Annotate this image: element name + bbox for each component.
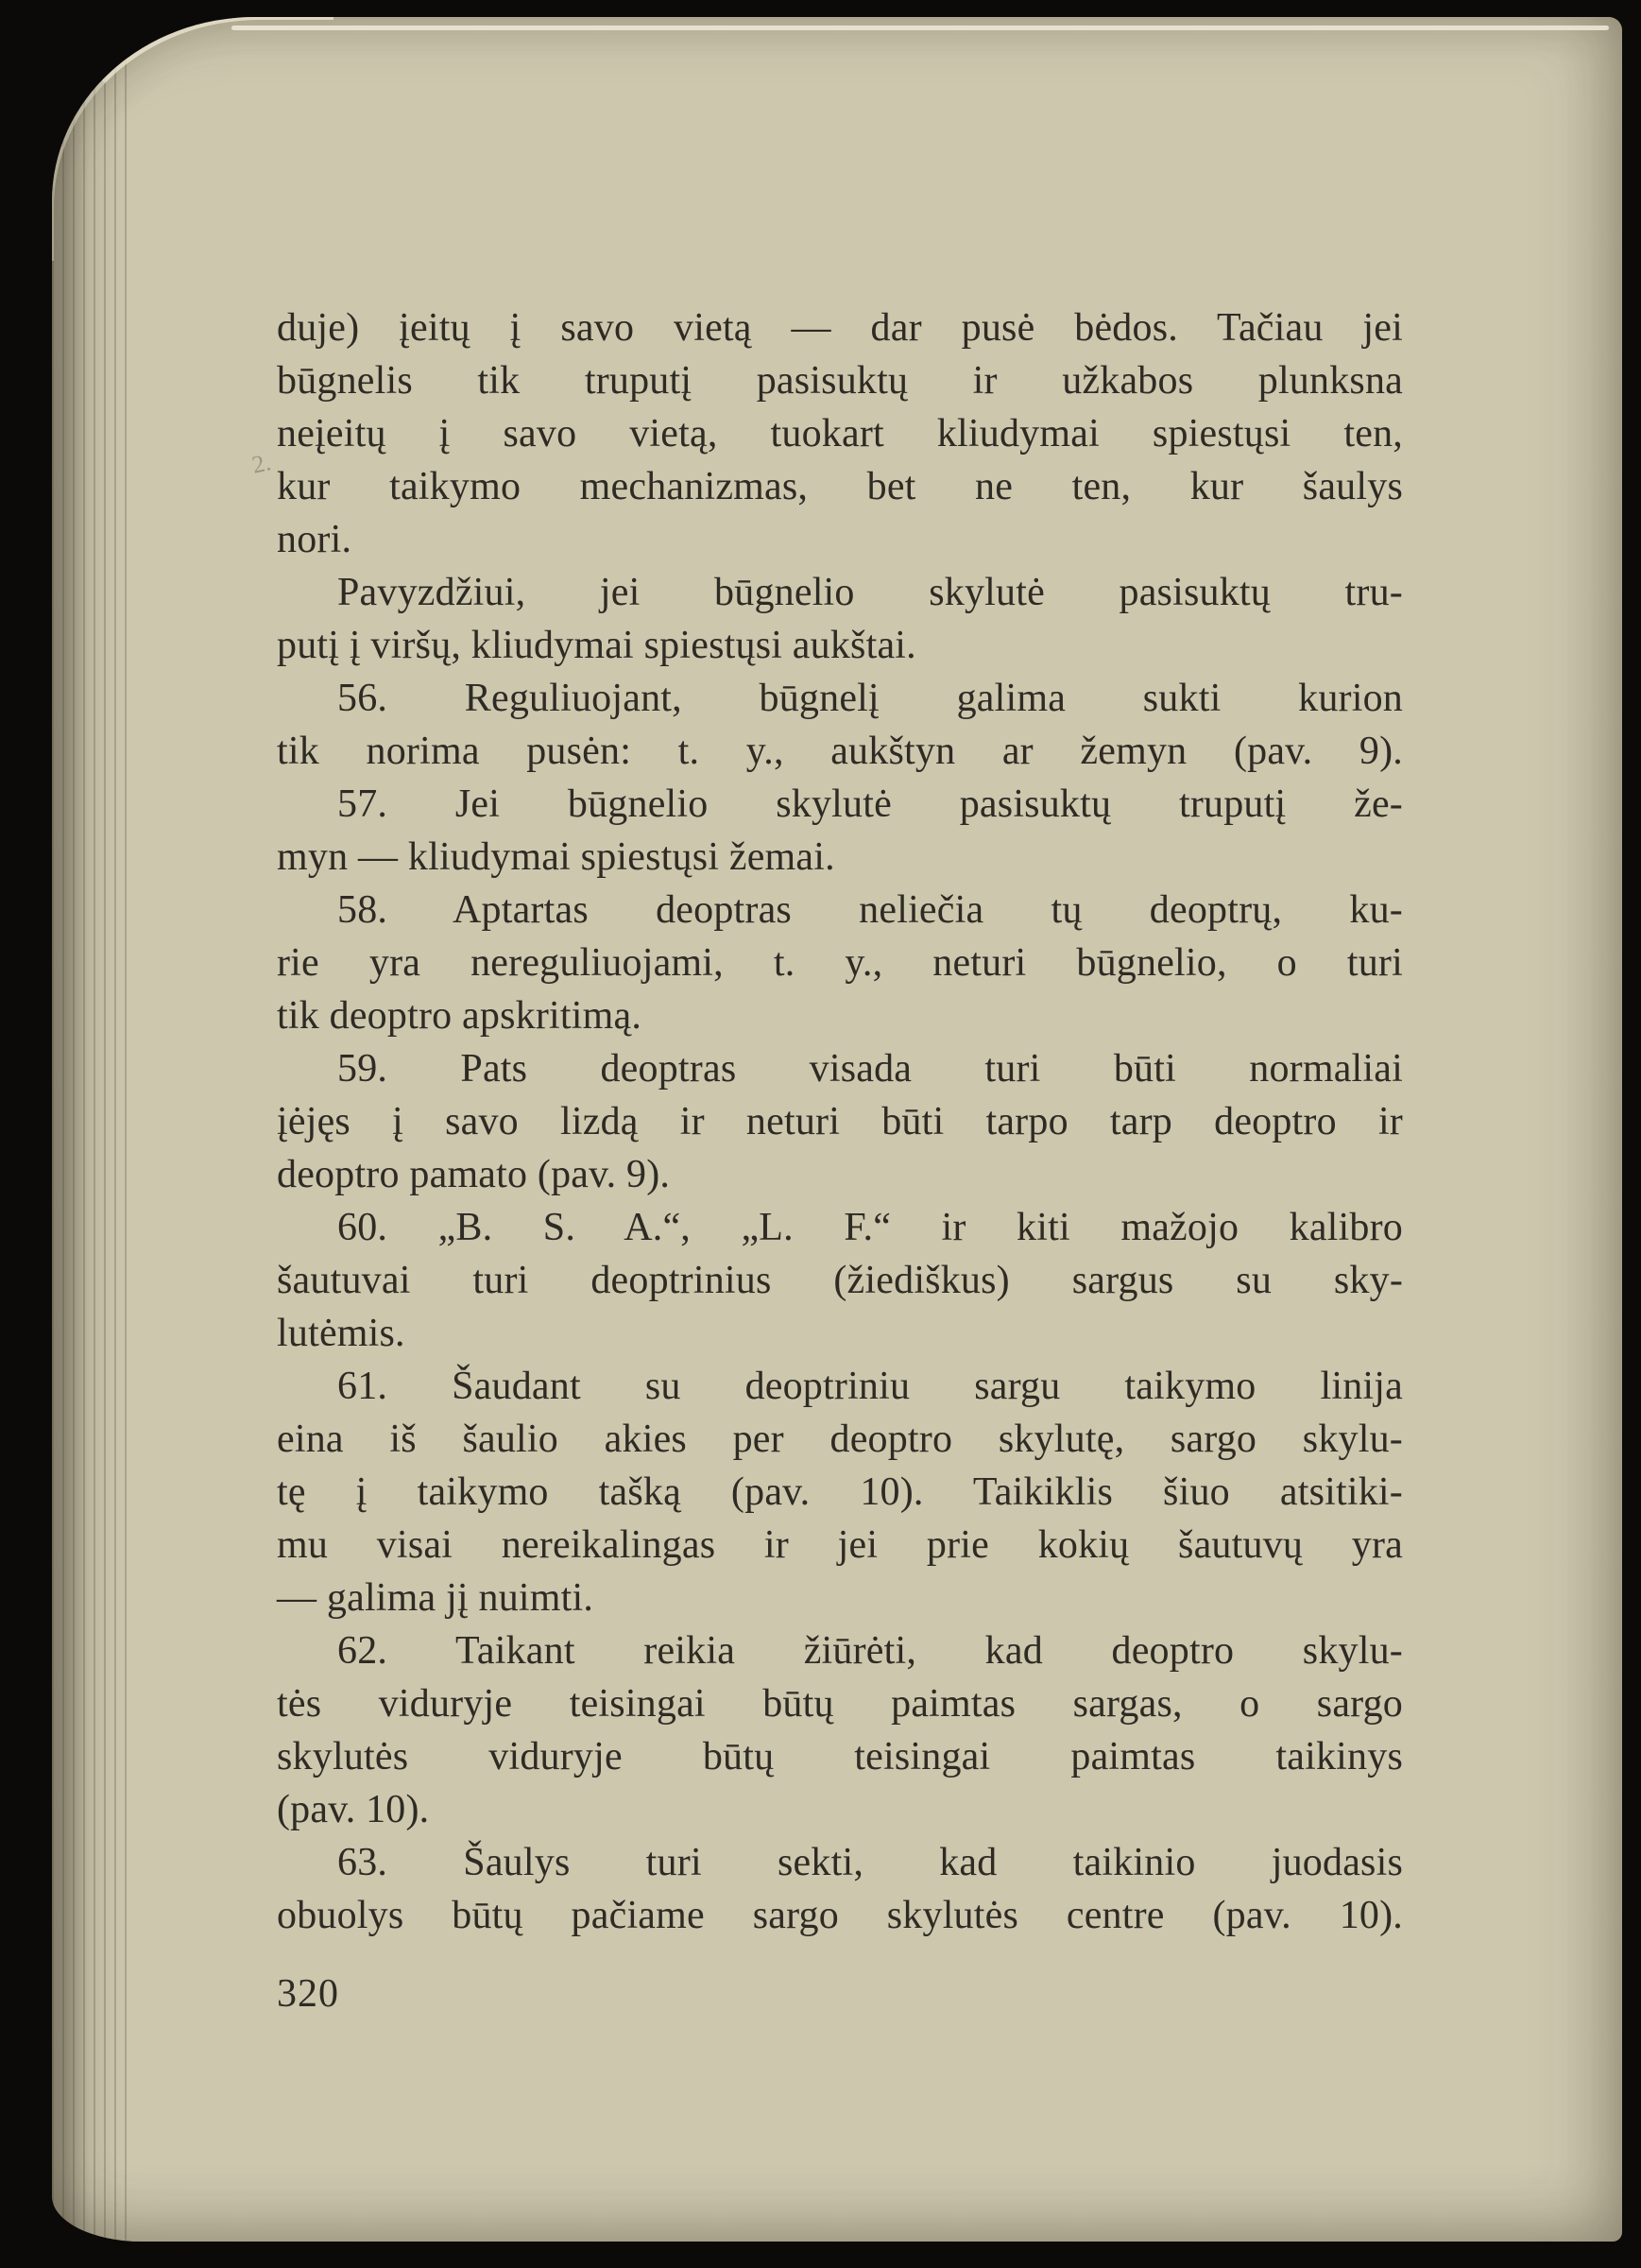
text-line: Pavyzdžiui, jei būgnelio skylutė pasisuktų tru- <box>337 571 1403 614</box>
text-line: 58. Aptartas deoptras neliečia tų deoptrų, ku- <box>337 888 1403 932</box>
text-line: 59. Pats deoptras visada turi būti normaliai <box>337 1047 1403 1091</box>
page-number: 320 <box>277 1972 339 2016</box>
text-line: skylutės viduryje būtų teisingai paimtas taikinys <box>277 1735 1403 1778</box>
text-line: neįeitų į savo vietą, tuokart kliudymai spiestųsi ten, <box>277 412 1403 455</box>
text-line: 62. Taikant reikia žiūrėti, kad deoptro skylu- <box>337 1629 1403 1673</box>
text-line: tik deoptro apskritimą. <box>277 994 642 1038</box>
text-line: 63. Šaulys turi sekti, kad taikinio juodasis <box>337 1841 1403 1884</box>
text-line: kur taikymo mechanizmas, bet ne ten, kur šaulys <box>277 465 1403 508</box>
text-line: myn — kliudymai spiestųsi žemai. <box>277 835 835 879</box>
text-line: obuolys būtų pačiame sargo skylutės centre (pav. 10). <box>277 1894 1403 1937</box>
text-line: 56. Reguliuojant, būgnelį galima sukti kurion <box>337 677 1403 720</box>
text-block <box>277 301 1403 1942</box>
text-line: lutėmis. <box>277 1312 405 1355</box>
book-page <box>52 17 1622 2242</box>
text-line: tę į taikymo tašką (pav. 10). Taikiklis šiuo atsitiki- <box>277 1470 1403 1514</box>
text-line: duje) įeitų į savo vietą — dar pusė bėdos. Tačiau jei <box>277 306 1403 350</box>
text-line: deoptro pamato (pav. 9). <box>277 1153 671 1196</box>
text-line: 60. „B. S. A.“, „L. F.“ ir kiti mažojo kalibro <box>337 1206 1403 1249</box>
text-line: tės viduryje teisingai būtų paimtas sargas, o sargo <box>277 1682 1403 1726</box>
text-line: — galima jį nuimti. <box>277 1576 594 1620</box>
text-line: 57. Jei būgnelio skylutė pasisuktų truputį že- <box>337 782 1403 826</box>
handwritten-margin-mark: 2. <box>249 448 274 479</box>
text-line: (pav. 10). <box>277 1788 430 1831</box>
text-line: rie yra nereguliuojami, t. y., neturi būgnelio, o turi <box>277 941 1403 985</box>
text-line: mu visai nereikalingas ir jei prie kokių šautuvų yra <box>277 1523 1403 1567</box>
text-line: šautuvai turi deoptrinius (žiediškus) sargus su sky- <box>277 1259 1403 1302</box>
text-line: eina iš šaulio akies per deoptro skylutę, sargo skylu- <box>277 1418 1403 1461</box>
text-line: putį į viršų, kliudymai spiestųsi aukštai. <box>277 624 916 667</box>
text-line: įėjęs į savo lizdą ir neturi būti tarpo tarp deoptro ir <box>277 1100 1403 1143</box>
text-line: tik norima pusėn: t. y., aukštyn ar žemyn (pav. 9). <box>277 730 1403 773</box>
text-line: nori. <box>277 518 352 561</box>
text-line: būgnelis tik truputį pasisuktų ir užkabos plunksna <box>277 359 1403 403</box>
page-top-edge <box>231 26 1609 30</box>
text-line: 61. Šaudant su deoptriniu sargu taikymo linija <box>337 1365 1403 1408</box>
